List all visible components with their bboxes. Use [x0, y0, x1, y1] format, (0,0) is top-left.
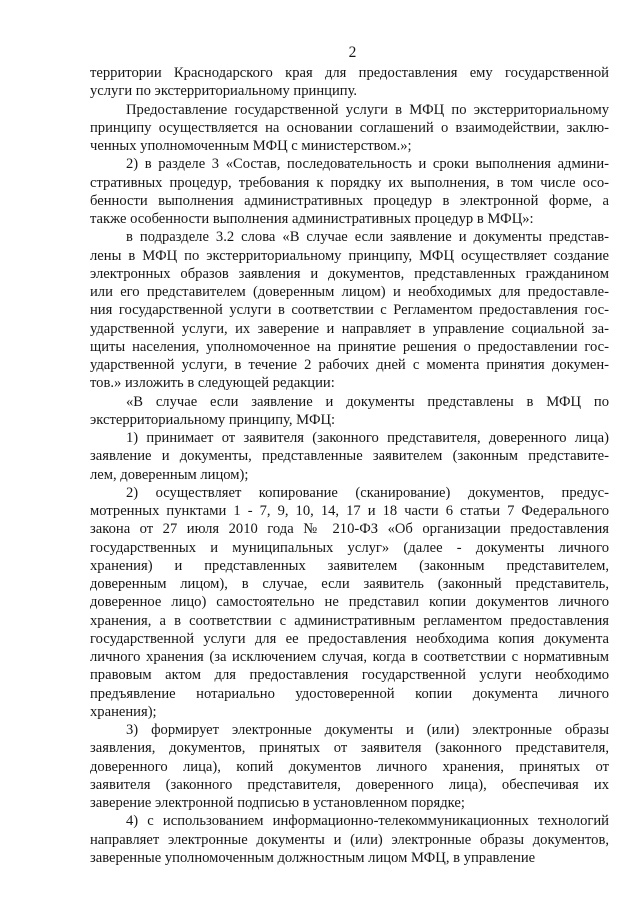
text-line: территории Краснодарского края для предоставления ему государственной — [90, 65, 609, 81]
text-line: 1) принимает от заявителя (законного представителя, доверенного лица) — [126, 430, 609, 446]
text-line: или его представителем (доверенным лицом) и необходимых для предоставле- — [90, 284, 609, 300]
text-line: тов.» изложить в следующей редакции: — [90, 375, 335, 392]
document-body — [90, 64, 609, 867]
text-line: предъявление нотариально удостоверенной копии документа личного — [90, 685, 609, 702]
text-line: хранения); — [90, 703, 157, 720]
text-line: закона от 27 июля 2010 года № 210-ФЗ «Об организации предоставления — [90, 521, 609, 538]
text-line: стративных процедур, требования к порядку их выполнения, в том числе осо- — [90, 174, 609, 191]
text-line: услуги по экстерриториальному принципу. — [90, 83, 358, 100]
paragraph — [90, 429, 609, 484]
text-line: ударственной услуги, в течение 2 рабочих дней с момента принятия докумен- — [90, 357, 609, 373]
paragraph — [90, 812, 609, 867]
text-line: 3) формирует электронные документы и (или) электронные образы — [126, 722, 609, 738]
text-line: в подразделе 3.2 слова «В случае если заявление и документы представ- — [126, 229, 609, 246]
paragraph — [90, 64, 609, 101]
paragraph — [90, 721, 609, 812]
text-line: электронных образов заявления и документов, представленных гражданином — [90, 265, 609, 282]
paragraph — [90, 101, 609, 156]
paragraph — [90, 484, 609, 721]
text-line: государственной услуги для ее предоставления необходима копия документа — [90, 630, 609, 647]
text-line: ударственной услуги, их заверение и направляет в управление социальной за- — [90, 320, 609, 337]
text-line: экстерриториальному принципу, МФЦ: — [90, 411, 336, 428]
text-line: личного хранения (за исключением случая, когда в соответствии с нормативным — [90, 649, 609, 665]
text-line: принципу осуществляется на основании соглашений о взаимодействии, заклю- — [90, 119, 609, 136]
paragraph — [90, 155, 609, 228]
text-line: доверенного лица), копий документов личного хранения, принятых от — [90, 758, 609, 775]
text-line: заверение электронной подписью в установленном порядке; — [90, 795, 465, 811]
text-line: доверенное лицо) самостоятельно не представил копии документов личного — [90, 594, 609, 611]
text-line: заверенные уполномоченным должностным лицом МФЦ, в управление — [90, 849, 536, 866]
text-line: 4) с использованием информационно-телекоммуникационных технологий — [126, 813, 609, 830]
text-line: ченных уполномоченным МФЦ с министерством.»; — [90, 138, 412, 154]
text-line: также особенности выполнения административных процедур в МФЦ»: — [90, 211, 534, 227]
paragraph — [90, 228, 609, 392]
text-line: мотренных пунктами 1 - 7, 9, 10, 14, 17 и 18 части 6 статьи 7 Федерального — [90, 503, 609, 519]
text-line: Предоставление государственной услуги в МФЦ по экстерриториальному — [126, 101, 609, 118]
text-line: заявления, документов, принятых от заявителя (законного представителя, — [90, 740, 609, 757]
text-line: лены в МФЦ по экстерриториальному принципу, МФЦ осуществляет создание — [90, 247, 609, 264]
page-number: 2 — [348, 44, 357, 61]
text-line: государственных и муниципальных услуг» (далее - документы личного — [90, 539, 609, 556]
text-line: «В случае если заявление и документы представлены в МФЦ по — [126, 393, 609, 410]
text-line: бенности выполнения административных процедур в электронной форме, а — [90, 192, 609, 209]
text-line: 2) осуществляет копирование (сканирование) документов, предус- — [126, 484, 609, 501]
paragraph — [90, 393, 609, 430]
text-line: щиты населения, уполномоченное на принятие решения о предоставлении гос- — [90, 338, 609, 355]
text-line: 2) в разделе 3 «Состав, последовательность и сроки выполнения админи- — [126, 156, 609, 173]
text-line: направляет электронные документы и (или) электронные образы документов, — [90, 831, 609, 848]
text-line: ния государственной услуги в соответствии с Регламентом предоставления гос- — [90, 302, 609, 319]
text-line: хранения, а в соответствии с административным регламентом предоставления — [90, 612, 609, 629]
text-line: заявителя (законного представителя, доверенного лица), обеспечивая их — [90, 776, 609, 793]
text-line: заявление и документы, представленные заявителем (законным представите- — [90, 448, 609, 465]
text-line: доверенным лицом), в случае, если заявитель (законный представитель, — [90, 576, 609, 592]
text-line: хранения) и представленных заявителем (законным представителем, — [90, 557, 609, 574]
text-line: правовым актом для предоставления государственной услуги необходимо — [90, 667, 609, 684]
text-line: лем, доверенным лицом); — [90, 466, 249, 483]
